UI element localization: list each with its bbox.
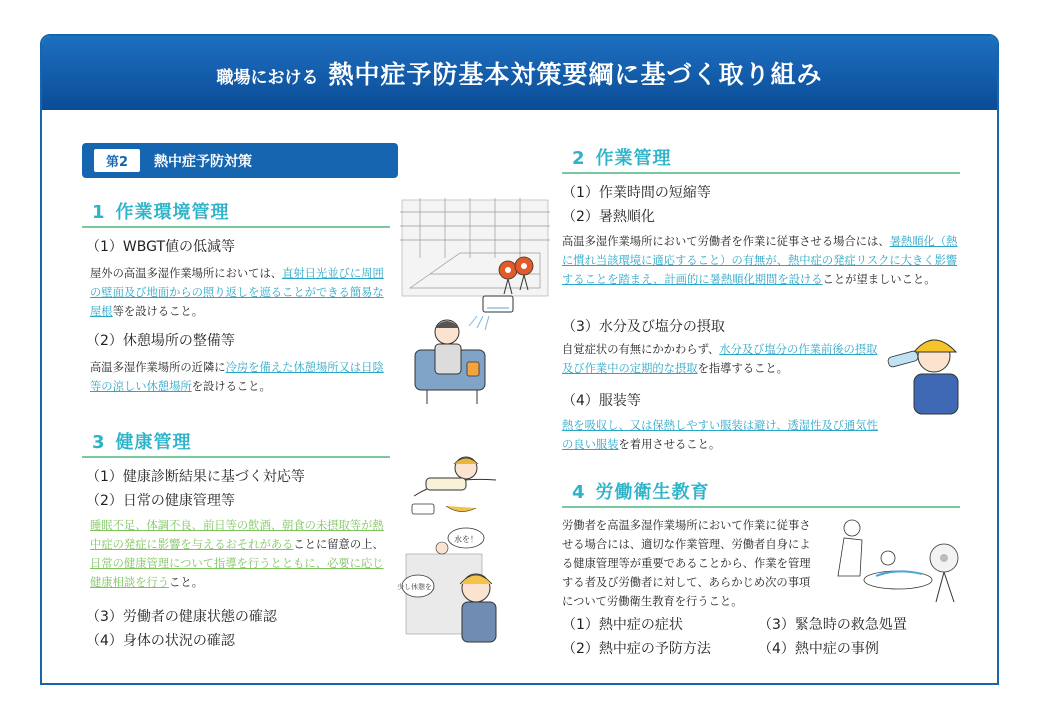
section-badge-bar [82, 143, 398, 178]
speech-bubble-2: 少し休憩を！ [397, 583, 439, 591]
section4-title-text: 労働衛生教育 [595, 482, 710, 503]
section2-item4: （4）服装等 [562, 393, 641, 409]
section4-item3: （3）緊急時の救急処置 [758, 617, 907, 633]
section3-item3: （3）労働者の健康状態の確認 [86, 609, 277, 625]
section4-item4: （4）熱中症の事例 [758, 641, 879, 657]
section1-item2-link[interactable]: 冷房を備えた休憩場所又は日陰等の涼しい休憩場所 [90, 361, 384, 393]
section2-item1: （1）作業時間の短縮等 [562, 185, 711, 201]
section1-title-text: 作業環境管理 [115, 202, 230, 223]
section3-item2: （2）日常の健康管理等 [86, 493, 235, 509]
section4-title [562, 478, 960, 508]
section2-item4-link[interactable]: 熱を吸収し、又は保熱しやすい服装は避け、透湿性及び通気性の良い服装 [562, 419, 878, 451]
speech-bubble-1: 水を！ [454, 535, 478, 544]
section1-item1-link[interactable]: 直射日光並びに周囲の壁面及び地面からの照り返しを遮ることができる簡易な屋根 [90, 267, 384, 318]
header-title-small: 職場における [216, 67, 319, 88]
section2-item3: （3）水分及び塩分の摂取 [562, 319, 725, 335]
section1-item1: （1）WBGT値の低減等 [86, 239, 236, 255]
content-frame [40, 34, 999, 685]
section2-item2: （2）暑熱順化 [562, 209, 655, 225]
health-talk-illustration [397, 526, 514, 656]
section4-item2: （2）熱中症の予防方法 [562, 641, 711, 657]
section4-text: 労働者を高温多湿作業場所において作業に従事させる場合には、適切な作業管理、労働者自身による健康管理等が重要であることから、作業を管理する者及び労働者に対して、あらかじめ次の事項について労働衛生教育を行うこと。 [562, 519, 811, 608]
section3-text: 睡眠不足、体調不良、前日等の飲酒、朝食の未摂取等が熱中症の発症に影響を与えるおそれがあることに留意の上、日常の健康管理について指導を行うとともに、必要に応じ健康相談を行うこと。 [90, 519, 384, 589]
rest-area-illustration [407, 292, 517, 412]
badge-tag: 第2 [94, 149, 140, 172]
section2-number: 2 [572, 148, 586, 169]
section3-number: 3 [92, 432, 106, 453]
section4-item1: （1）熱中症の症状 [562, 617, 683, 633]
section1-item2: （2）休憩場所の整備等 [86, 333, 235, 349]
page-title: 熱中症予防基本対策要綱に基づく取り組み [328, 60, 823, 89]
section3-link2[interactable]: 日常の健康管理について指導を行うとともに、必要に応じ健康相談を行う [90, 557, 384, 589]
shade-roof-illustration [400, 198, 550, 298]
section1-item1-text: 屋外の高温多湿作業場所においては、直射日光並びに周囲の壁面及び地面からの照り返しを遮ることができる簡易な屋根等を設けること。 [90, 267, 384, 318]
section3-item1: （1）健康診断結果に基づく対応等 [86, 469, 305, 485]
section1-title [82, 198, 390, 228]
first-aid-illustration [830, 506, 966, 606]
section3-link1[interactable]: 睡眠不足、体調不良、前日等の飲酒、朝食の未摂取等が熱中症の発症に影響を与えるおそれがある [90, 519, 384, 551]
section2-title-text: 作業管理 [595, 148, 672, 169]
section3-title-text: 健康管理 [115, 432, 192, 453]
badge-title: 熱中症予防対策 [154, 153, 253, 170]
section4-number: 4 [572, 482, 586, 503]
section1-item2-text: 高温多湿作業場所の近隣に冷房を備えた休憩場所又は日陰等の涼しい休憩場所を設けること。 [90, 361, 384, 393]
section2-title [562, 144, 960, 174]
section2-item3-text: 自覚症状の有無にかかわらず、水分及び塩分の作業前後の摂取及び作業中の定期的な摂取を指導すること。 [562, 343, 878, 375]
drinking-water-illustration [878, 326, 964, 416]
section2-item4-text: 熱を吸収し、又は保熱しやすい服装は避け、透湿性及び通気性の良い服装を着用させること。 [562, 419, 878, 451]
page-header [42, 36, 997, 110]
section3-title [82, 428, 390, 458]
section2-item2-text: 高温多湿作業場所において労働者を作業に従事させる場合には、暑熱順化（熱に慣れ当該環境に適応すること）の有無が、熱中症の発症リスクに大きく影響することを踏まえ、計画的に暑熱順化期間を設けることが望ましいこと。 [562, 235, 958, 286]
section2-item3-link[interactable]: 水分及び塩分の作業前後の摂取及び作業中の定期的な摂取 [562, 343, 878, 375]
collapsed-worker-illustration [404, 446, 504, 526]
section2-item2-link[interactable]: 暑熱順化（熱に慣れ当該環境に適応すること）の有無が、熱中症の発症リスクに大きく影響することを踏まえ、計画的に暑熱順化期間を設ける [562, 235, 958, 286]
section3-item4: （4）身体の状況の確認 [86, 633, 235, 649]
section1-number: 1 [92, 202, 106, 223]
